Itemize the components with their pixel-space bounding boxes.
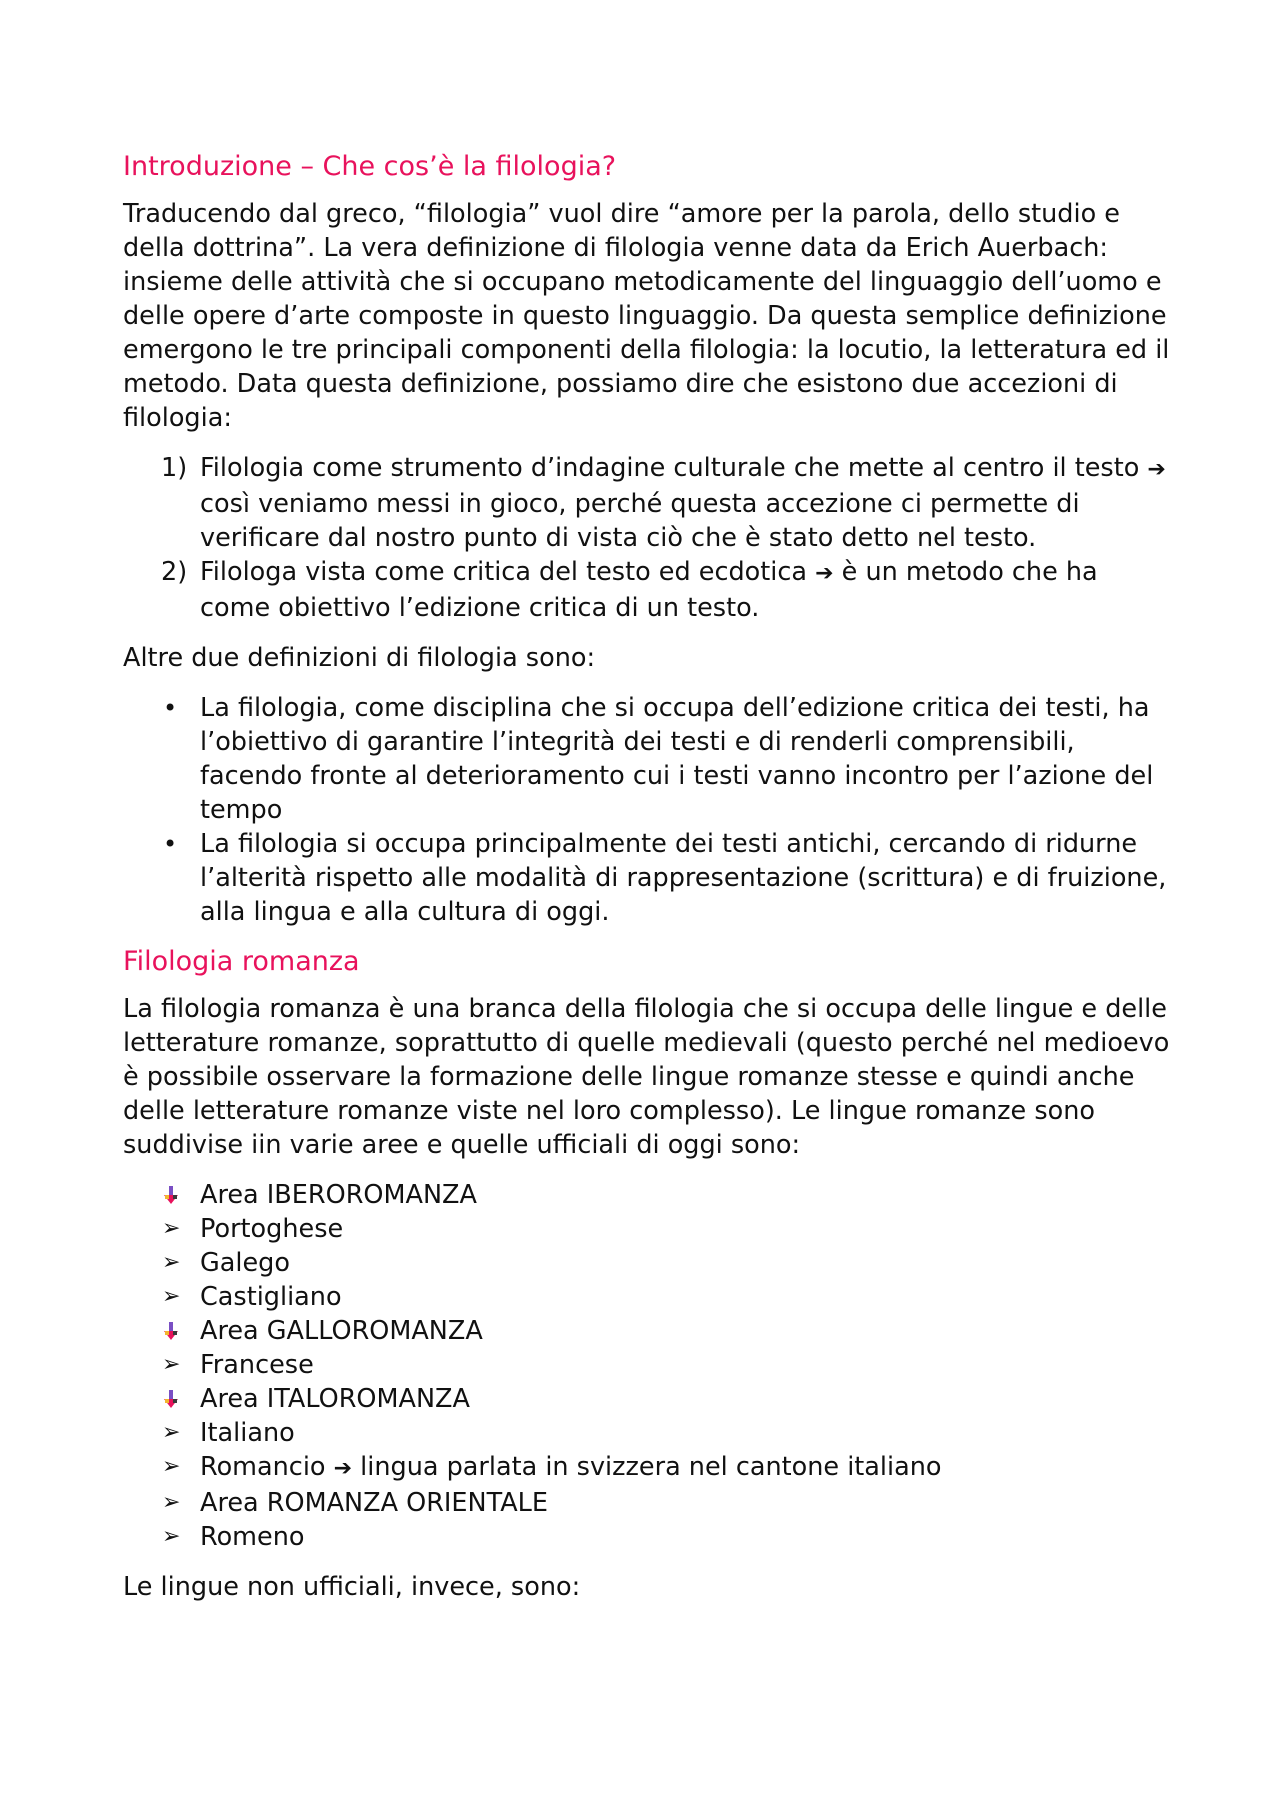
arrow-right-icon: ➔ xyxy=(1147,457,1166,482)
arrow-bullet-icon: ➢ xyxy=(162,1524,181,1549)
list-item xyxy=(123,1520,1173,1554)
arrow-bullet-icon: ➢ xyxy=(162,1250,181,1275)
list-item-text: Galego xyxy=(200,1248,290,1278)
list-item-text: Francese xyxy=(200,1350,314,1380)
arrow-right-icon: ➔ xyxy=(815,561,834,586)
unofficial-languages-label: Le lingue non ufficiali, invece, sono: xyxy=(123,1572,581,1602)
intro-paragraph: Traducendo dal greco, “filologia” vuol dire “amore per la parola, dello studio e della dottrina”. La vera definizione di filologia venne data da Erich Auerbach: insieme delle attività che si occupano metodicamente del linguaggio dell’uomo e delle opere d’arte composte in questo linguaggio. Da questa semplice definizione emergono le tre principali componenti della filologia: la locutio, la letteratura ed il metodo. Data questa definizione, possiamo dire che esistono due accezioni di filologia: xyxy=(123,199,1170,433)
list-item xyxy=(123,1348,1173,1382)
list-item-text: Italiano xyxy=(200,1418,295,1448)
section-heading-introduzione: Introduzione – Che cos’è la filologia? xyxy=(123,151,617,182)
list-item-note: lingua parlata in svizzera nel cantone italiano xyxy=(360,1452,942,1482)
list-item xyxy=(123,555,1173,625)
list-number: 2) xyxy=(161,557,188,587)
list-item xyxy=(123,1212,1173,1246)
list-item xyxy=(123,1382,1173,1416)
arrow-bullet-icon: ➢ xyxy=(162,1454,181,1479)
arrow-bullet-icon: ➢ xyxy=(162,1420,181,1445)
list-item xyxy=(123,1486,1173,1520)
list-item-text: Area GALLOROMANZA xyxy=(200,1316,483,1346)
other-definitions-label: Altre due definizioni di filologia sono: xyxy=(123,643,596,673)
list-item xyxy=(123,1280,1173,1314)
document-page xyxy=(123,150,1173,1620)
list-item xyxy=(123,827,1173,929)
romanza-paragraph: La filologia romanza è una branca della filologia che si occupa delle lingue e delle letterature romanze, soprattutto di quelle medievali (questo perché nel medioevo è possibile osservare la formazione delle lingue romanze stesse e quindi anche delle letterature romanze viste nel loro complesso). Le lingue romanze sono suddivise iin varie aree e quelle ufficiali di oggi sono: xyxy=(123,994,1170,1160)
list-item-text: Castigliano xyxy=(200,1282,342,1312)
list-item-text: Area IBEROROMANZA xyxy=(200,1180,477,1210)
list-item xyxy=(123,1314,1173,1348)
arrow-bullet-icon: ➢ xyxy=(162,1216,181,1241)
list-item xyxy=(123,691,1173,827)
list-item-text: La filologia si occupa principalmente dei testi antichi, cercando di ridurne l’alterità rispetto alle modalità di rappresentazione (scrittura) e di fruizione, alla lingua e alla cultura di oggi. xyxy=(200,829,1167,927)
arrow-right-icon: ➔ xyxy=(333,1456,353,1481)
list-item-text: così veniamo messi in gioco, perché questa accezione ci permette di verificare dal nostro punto di vista ciò che è stato detto nel testo. xyxy=(200,489,1080,553)
list-number: 1) xyxy=(161,453,188,483)
down-arrow-bullet-icon xyxy=(163,1389,179,1409)
list-item-text: Filologia come strumento d’indagine culturale che mette al centro il testo xyxy=(200,453,1140,483)
list-item-text: Portoghese xyxy=(200,1214,344,1244)
arrow-bullet-icon: ➢ xyxy=(162,1490,181,1515)
down-arrow-bullet-icon xyxy=(163,1185,179,1205)
list-item xyxy=(123,1246,1173,1280)
languages-list xyxy=(123,1178,1173,1554)
bullet-icon: • xyxy=(163,830,178,858)
arrow-bullet-icon: ➢ xyxy=(162,1284,181,1309)
list-item-text: Romeno xyxy=(200,1522,305,1552)
list-item-text: Romancio xyxy=(200,1452,326,1482)
list-item xyxy=(123,1450,1173,1486)
list-item-text: è un metodo che ha come obiettivo l’edizione critica di un testo. xyxy=(200,557,1098,623)
numbered-list xyxy=(123,451,1173,625)
bullet-icon: • xyxy=(163,694,178,722)
section-heading-filologia-romanza: Filologia romanza xyxy=(123,946,360,977)
list-item xyxy=(123,1416,1173,1450)
list-item xyxy=(123,1178,1173,1212)
arrow-bullet-icon: ➢ xyxy=(162,1352,181,1377)
list-item-text: Area ROMANZA ORIENTALE xyxy=(200,1488,548,1518)
list-item xyxy=(123,451,1173,555)
list-item-text: La filologia, come disciplina che si occupa dell’edizione critica dei testi, ha l’obiettivo di garantire l’integrità dei testi e di renderli comprensibili, facendo fronte al deterioramento cui i testi vanno incontro per l’azione del tempo xyxy=(200,693,1154,825)
list-item-text: Area ITALOROMANZA xyxy=(200,1384,470,1414)
down-arrow-bullet-icon xyxy=(163,1321,179,1341)
bullet-list xyxy=(123,691,1173,929)
list-item-text: Filologa vista come critica del testo ed ecdotica xyxy=(200,557,808,587)
